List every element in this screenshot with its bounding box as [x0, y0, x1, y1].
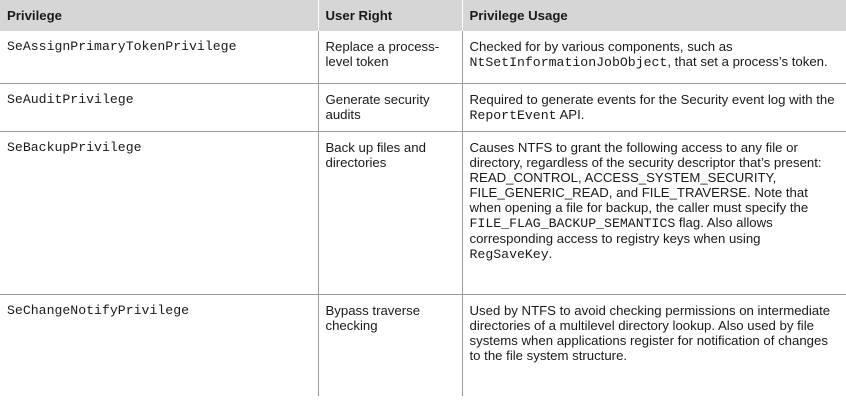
- table-body: [0, 31, 846, 396]
- privilege-usage: Used by NTFS to avoid checking permissions on intermediate directories of a multilevel directory lookup. Also used by file systems when applications register for notification of changes to the file system structure.: [462, 294, 846, 396]
- table-row: [0, 131, 846, 294]
- privilege-usage: [462, 83, 846, 131]
- usage-code: RegSaveKey: [469, 246, 549, 262]
- usage-text: Required to generate events for the Security event log with the: [469, 91, 835, 107]
- user-right: Bypass traverse checking: [318, 294, 462, 396]
- header-user-right: User Right: [318, 0, 462, 31]
- usage-text: , that set a process’s token.: [667, 54, 828, 69]
- header-row: [0, 0, 846, 31]
- usage-text: Causes NTFS to grant the following access to any file or directory, regardless of the security descriptor that’s present: READ_CONTROL, ACCESS_SYSTEM_SECURITY, FILE_GENERIC_READ, and FILE_TRAVERSE. Note that when opening a file for backup, the caller must specify the: [469, 139, 822, 215]
- table-row: [0, 294, 846, 396]
- privilege-name: SeBackupPrivilege: [0, 131, 318, 294]
- table-header: [0, 0, 846, 31]
- usage-code: ReportEvent: [469, 107, 557, 123]
- usage-text: flag. Also allows corresponding access to registry keys when using: [469, 214, 773, 246]
- user-right: Replace a process-level token: [318, 31, 462, 83]
- usage-text: Checked for by various components, such as: [469, 39, 733, 54]
- privilege-usage: [462, 131, 846, 294]
- usage-text: .: [548, 245, 553, 261]
- table-row: [0, 31, 846, 83]
- usage-code: FILE_FLAG_BACKUP_SEMANTICS: [469, 215, 676, 231]
- user-right: Generate security audits: [318, 83, 462, 131]
- privilege-name: SeChangeNotifyPrivilege: [0, 294, 318, 396]
- privilege-usage: [462, 31, 846, 83]
- header-privilege: Privilege: [0, 0, 318, 31]
- table-row: [0, 83, 846, 131]
- user-right: Back up files and directories: [318, 131, 462, 294]
- privilege-name: SeAuditPrivilege: [0, 83, 318, 131]
- header-privilege-usage: Privilege Usage: [462, 0, 846, 31]
- usage-text: API.: [556, 106, 585, 122]
- privilege-name: SeAssignPrimaryTokenPrivilege: [7, 39, 237, 54]
- usage-code: NtSetInformationJobObject: [469, 55, 668, 70]
